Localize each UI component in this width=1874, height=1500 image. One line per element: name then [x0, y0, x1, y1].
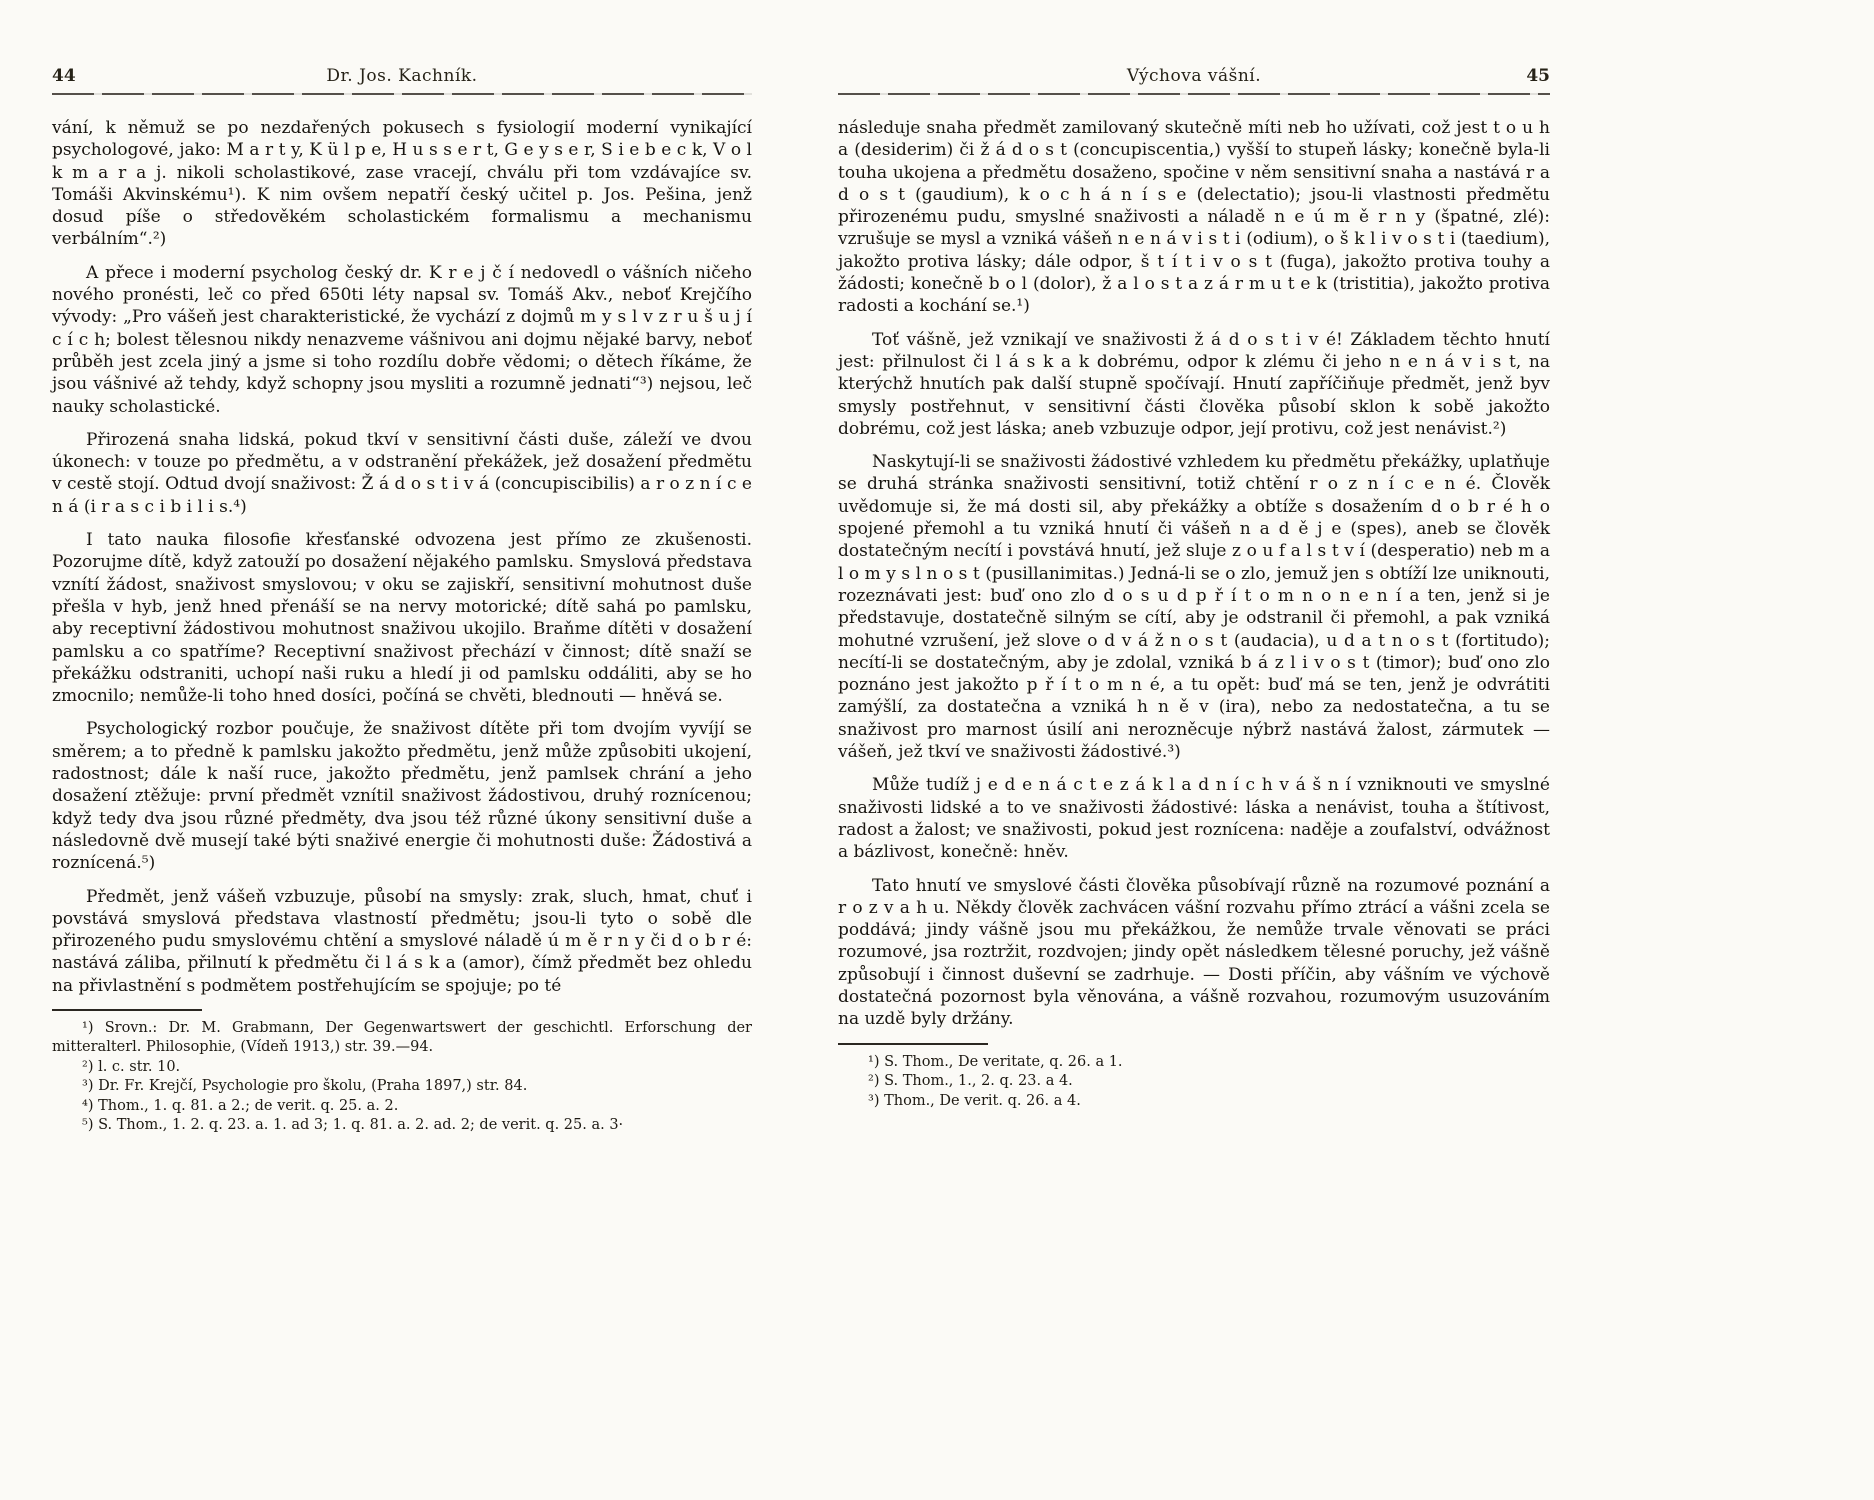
footnote: ²) l. c. str. 10.: [82, 1058, 181, 1075]
footnote: ¹) S. Thom., De veritate, q. 26. a 1.: [868, 1053, 1123, 1070]
page-header-left: [52, 66, 752, 86]
header-rule-right: [838, 93, 1550, 95]
paragraph: následuje snaha předmět zamilovaný skutečně míti neb ho užívati, což jest t o u h a (desiderim) či ž á d o s t (concupiscentia,) vyšší to stupeň lásky; konečně byla-li touha ukojena a předmětu dosaženo, spočine v něm sensitivní snaha a nastává r a d o s t (gaudium), k o c h á n í s e (delectatio); jsou-li vlastnosti předmětu přirozenému pudu, smyslné snaživosti a náladě n e ú m ě r n y (špatné, zlé): vzrušuje se mysl a vzniká vášeň n e n á v i s t i (odium), o š k l i v o s t i (taedium), jakožto protiva lásky; dále odpor, š t í t i v o s t (fuga), jakožto protiva touhy a žádosti; konečně b o l (dolor), ž a l o s t a z á r m u t e k (tristitia), jakožto protiva radosti a kochání se.¹): [838, 118, 1550, 317]
footnote: ⁵) S. Thom., 1. 2. q. 23. a. 1. ad 3; 1. q. 81. a. 2. ad. 2; de verit. q. 25. a. 3·: [82, 1117, 624, 1134]
page-header-right: [838, 66, 1550, 86]
footnote: ³) Dr. Fr. Krejčí, Psychologie pro školu, (Praha 1897,) str. 84.: [82, 1078, 528, 1095]
running-title-right: Výchova vášní.: [1126, 66, 1262, 86]
page-left: [52, 66, 752, 1136]
paragraph: A přece i moderní psycholog český dr. K r e j č í nedovedl o vášních ničeho nového pronésti, leč co před 650ti léty napsal sv. Tomáš Akv., neboť Krejčího vývody: „Pro vášeň jest charakteristické, že vychází z dojmů m y s l v z r u š u j í c í c h; bolest tělesnou nikdy nenazveme vášnivou ani dojmu nějaké barvy, neboť průběh jest zcela jiný a jsme si toho rozdílu dobře vědomi; o dětech říkáme, že jsou vášnivé až tehdy, když schopny jsou mysliti a rozumně jednati“³) nejsou, leč nauky scholastické.: [52, 262, 752, 417]
header-rule-left: [52, 93, 752, 95]
paragraph: Toť vášně, jež vznikají ve snaživosti ž á d o s t i v é! Základem těchto hnutí jest: přilnulost či l á s k a k dobrému, odpor k zlému či jeho n e n á v i s t, na kterýchž hnutích pak další stupně spočívají. Hnutí zapříčiňuje předmět, jenž byv smysly postřehnut, v sensitivní části člověka působí sklon k sobě jakožto dobrému, což jest láska; aneb vzbuzuje odpor, její protivu, což jest nenávist.²): [838, 329, 1550, 439]
footnote-rule-left: [52, 1009, 202, 1011]
paragraph: vání, k němuž se po nezdařených pokusech s fysiologií moderní vynikající psychologové, jako: M a r t y, K ü l p e, H u s s e r t, G e y s e r, S i e b e c k, V o l k m a r a j. nikoli scholastikové, zase vracejí, chválu při tom vzdávajíce sv. Tomáši Akvinskému¹). K nim ovšem nepatří český učitel p. Jos. Pešina, jenž dosud píše o středověkém scholastickém formalismu a mechanismu verbálním“.²): [52, 118, 752, 250]
paragraph: Naskytují-li se snaživosti žádostivé vzhledem ku předmětu překážky, uplatňuje se druhá stránka snaživosti sensitivní, totiž chtění r o z n í c e n é. Člověk uvědomuje si, že má dosti sil, aby překážky a obtíže s dosažením d o b r é h o spojené přemohl a tu vzniká hnutí či vášeň n a d ě j e (spes), aneb se člověk dostatečným necítí i povstává hnutí, jež sluje z o u f a l s t v í (desperatio) neb m a l o m y s l n o s t (pusillanimitas.) Jedná-li se o zlo, jemuž jen s obtíží lze uniknouti, rozeznávati jest: buď ono zlo d o s u d p ř í t o m n o n e n í a ten, jenž si je představuje, dostatečně silným se cítí, aby je odstranil či přemohl, a pak vzniká mohutné vzrušení, jež slove o d v á ž n o s t (audacia), u d a t n o s t (fortitudo); necítí-li se dostatečným, aby je zdolal, vzniká b á z l i v o s t (timor); buď ono zlo poznáno jest jakožto p ř í t o m n é, a tu opět: buď má se ten, jenž je odvrátiti zamýšlí, za dostatečna a vzniká h n ě v (ira), nebo za nedostatečna, a tu se snaživost pro marnost úsilí ani nerozněcuje nýbrž nastává žalost, zármutek — vášeň, jež tkví ve snaživosti žádostivé.³): [838, 452, 1550, 763]
paragraph: Může tudíž j e d e n á c t e z á k l a d n í c h v á š n í vzniknouti ve smyslné snaživosti lidské a to ve snaživosti žádostivé: láska a nenávist, touha a štítivost, radost a žalost; ve snaživosti, pokud jest roznícena: naděje a zoufalství, odvážnost a bázlivost, konečně: hněv.: [838, 775, 1550, 863]
paragraph: Přirozená snaha lidská, pokud tkví v sensitivní části duše, záleží ve dvou úkonech: v touze po předmětu, a v odstranění překážek, jež dosažení předmětu v cestě stojí. Odtud dvojí snaživost: Ž á d o s t i v á (concupiscibilis) a r o z n í c e n á (i r a s c i b i l i s.⁴): [52, 429, 752, 517]
paragraph: Tato hnutí ve smyslové části člověka působívají různě na rozumové poznání a r o z v a h u. Někdy člověk zachvácen vášní rozvahu přímo ztrácí a vášni zcela se poddává; jindy vášně jsou mu překážkou, že nemůže trvale věnovati se práci rozumové, jsa roztržit, rozdvojen; jindy opět následkem tělesné poruchy, jež vášně způsobují i činnost duševní se zadrhuje. — Dosti příčin, aby vášním ve výchově dostatečná pozornost byla věnována, a vášně rozvahou, rozumovým usuzováním na uzdě byly držány.: [838, 875, 1550, 1030]
paragraph: Předmět, jenž vášeň vzbuzuje, působí na smysly: zrak, sluch, hmat, chuť i povstává smyslová představa vlastností předmětu; jsou-li tyto o sobě dle přirozeného pudu smyslovému chtění a smyslové náladě ú m ě r n y či d o b r é: nastává záliba, přilnutí k předmětu či l á s k a (amor), čímž předmět bez ohledu na přivlastnění s podmětem postřehujícím se spojuje; po té: [52, 886, 752, 996]
footnote-rule-right: [838, 1043, 988, 1045]
page-body-right: [838, 117, 1550, 1031]
page-number-right: 45: [1526, 66, 1550, 86]
running-title-left: Dr. Jos. Kachník.: [326, 66, 478, 86]
footnote: ¹) Srovn.: Dr. M. Grabmann, Der Gegenwartswert der geschichtl. Erforschung der mitteralterl. Philosophie, (Vídeň 1913,) str. 39.—94.: [52, 1019, 752, 1056]
footnote: ²) S. Thom., 1., 2. q. 23. a 4.: [868, 1073, 1073, 1090]
page-number-left: 44: [52, 66, 76, 86]
page-right: [838, 66, 1550, 1111]
footnote: ³) Thom., De verit. q. 26. a 4.: [868, 1092, 1081, 1109]
footnotes-right: [838, 1043, 1550, 1112]
footnote: ⁴) Thom., 1. q. 81. a 2.; de verit. q. 25. a. 2.: [82, 1097, 399, 1114]
paragraph: Psychologický rozbor poučuje, že snaživost dítěte při tom dvojím vyvíjí se směrem; a to předně k pamlsku jakožto předmětu, jenž může způsobiti ukojení, radostnost; dále k naší ruce, jakožto předmětu, jenž pamlsek chrání a jeho dosažení ztěžuje: první předmět vznítil snaživost žádostivou, druhý roznícenou; když tedy dva jsou různé předměty, dva jsou též různé úkony sensitivní duše a následovně dvě musejí také býti snaživé energie či mohutnosti duše: Žádostivá a roznícená.⁵): [52, 719, 752, 874]
paragraph: I tato nauka filosofie křesťanské odvozena jest přímo ze zkušenosti. Pozorujme dítě, když zatouží po dosažení nějakého pamlsku. Smyslová představa vznítí žádost, snaživost smyslovou; v oku se zajiskří, sensitivní mohutnost duše přešla v hyb, jenž hned přenáší se na nervy motorické; dítě sahá po pamlsku, aby receptivní žádostivou mohutnost snaživou ukojilo. Braňme dítěti v dosažení pamlsku a co spatříme? Receptivní snaživost přechází v činnost; dítě snaží se překážku odstraniti, uchopí naši ruku a hledí ji od pamlsku oddáliti, aby se ho zmocnilo; nemůže-li toho hned dosíci, počíná se chvěti, blednouti — hněvá se.: [52, 530, 752, 707]
footnotes-left: [52, 1009, 752, 1136]
page-body-left: [52, 117, 752, 997]
